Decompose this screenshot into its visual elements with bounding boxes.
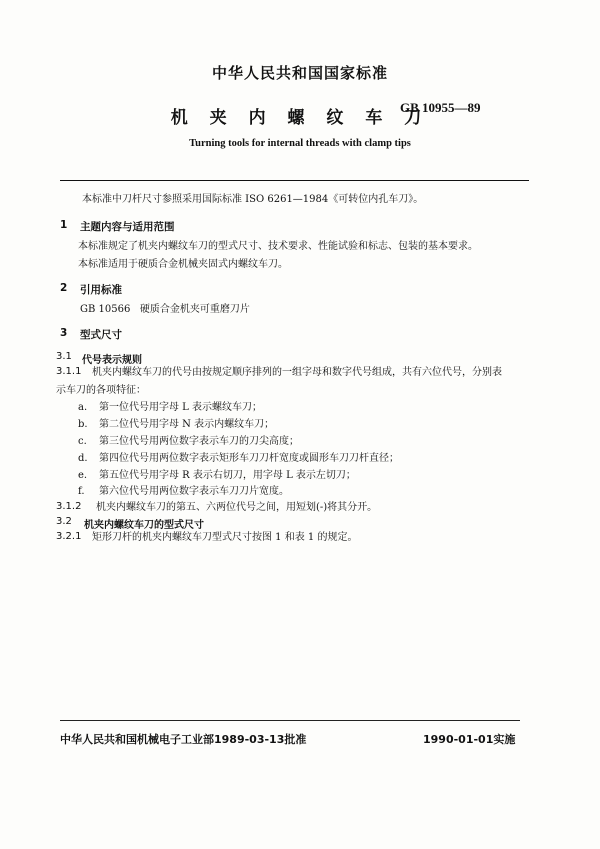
clause-3-2-1-number: 3.2.1 <box>56 531 82 542</box>
clause-3-1-1-number: 3.1.1 <box>56 366 82 377</box>
national-standard-header: 中华人民共和国国家标准 <box>211 64 388 82</box>
section-2-title: 引用标准 <box>80 284 122 296</box>
clause-3-2-title: 机夹内螺纹车刀的型式尺寸 <box>84 520 204 531</box>
list-item-text: 第六位代号用两位数字表示车刀刀片宽度。 <box>99 486 289 497</box>
list-item-text: 第四位代号用两位数字表示矩形车刀刀杆宽度或圆形车刀刀杆直径； <box>99 453 399 464</box>
list-item-label: a. <box>78 402 88 413</box>
list-item-label: b. <box>78 419 88 430</box>
bottom-divider <box>60 720 520 721</box>
list-item-text: 第三位代号用两位数字表示车刀的刀尖高度； <box>99 436 299 447</box>
clause-3-2-1-text: 矩形刀杆的机夹内螺纹车刀型式尺寸按图 1 和表 1 的规定。 <box>92 532 358 543</box>
list-item-label: c. <box>78 436 87 447</box>
effective-date: 1990-01-01实施 <box>423 733 516 746</box>
list-item-label: e. <box>78 470 88 481</box>
clause-3-1-1-line-2: 示车刀的各项特征： <box>56 385 146 396</box>
clause-3-2-number: 3.2 <box>56 516 72 527</box>
clause-3-1-1-line-1: 机夹内螺纹车刀的代号由按规定顺序排列的一组字母和数字代号组成，共有六位代号，分别表 <box>92 367 502 378</box>
section-1-title: 主题内容与适用范围 <box>80 221 175 233</box>
english-title: Turning tools for internal threads with clamp tips <box>189 138 411 149</box>
section-3-number: 3 <box>60 327 68 339</box>
top-divider <box>60 180 529 181</box>
clause-3-1-2-number: 3.1.2 <box>56 501 82 512</box>
clause-3-1-number: 3.1 <box>56 351 72 362</box>
clause-3-1-title: 代号表示规则 <box>82 355 142 366</box>
list-item-label: d. <box>78 453 88 464</box>
list-item-text: 第五位代号用字母 R 表示右切刀，用字母 L 表示左切刀； <box>99 470 356 481</box>
list-item-text: 第二位代号用字母 N 表示内螺纹车刀； <box>99 419 275 430</box>
list-item-text: 第一位代号用字母 L 表示螺纹车刀； <box>99 402 262 413</box>
list-item-label: f. <box>78 486 85 497</box>
intro-paragraph: 本标准中刀杆尺寸参照采用国际标准 ISO 6261—1984《可转位内孔车刀》。 <box>82 194 424 205</box>
clause-3-1-2-text: 机夹内螺纹车刀的第五、六两位代号之间，用短划(-)将其分开。 <box>96 502 378 513</box>
section-1-paragraph-2: 本标准适用于硬质合金机械夹固式内螺纹车刀。 <box>78 259 288 270</box>
section-1-paragraph-1: 本标准规定了机夹内螺纹车刀的型式尺寸、技术要求、性能试验和标志、包装的基本要求。 <box>78 241 478 252</box>
section-1-number: 1 <box>60 219 68 231</box>
document-title: 机 夹 内 螺 纹 车 刀 <box>170 108 430 128</box>
section-2-reference: GB 10566 硬质合金机夹可重磨刀片 <box>80 304 250 315</box>
section-2-number: 2 <box>60 282 68 294</box>
approval-line: 中华人民共和国机械电子工业部1989-03-13批准 <box>60 733 307 746</box>
section-3-title: 型式尺寸 <box>80 329 122 341</box>
standard-number: GB 10955—89 <box>400 100 481 115</box>
